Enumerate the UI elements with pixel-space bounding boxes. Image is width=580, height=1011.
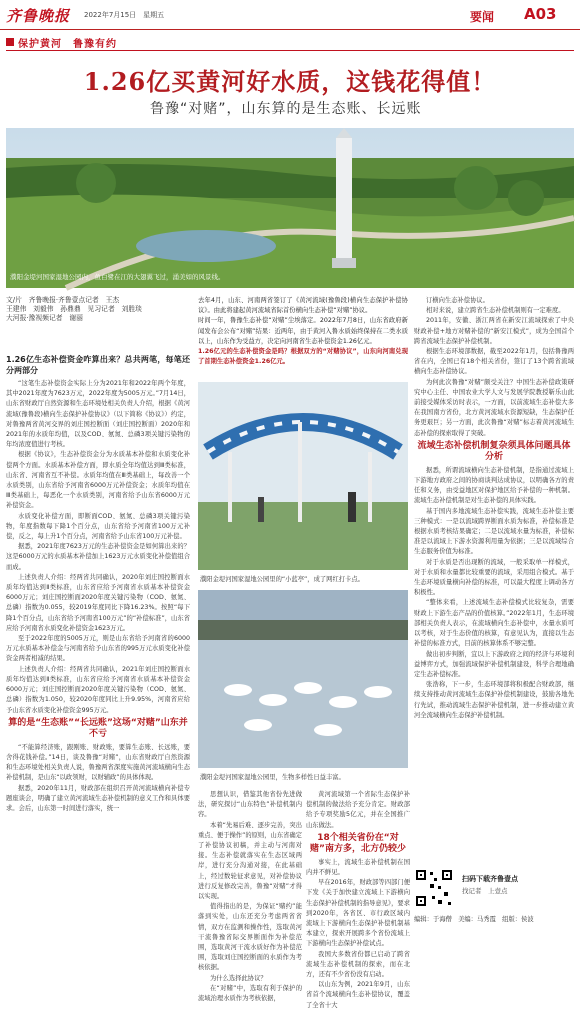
paragraph: 基于国内多地流域生态补偿实践，流域生态补偿主要三种模式：一是以流域跨界断面水质为标准，补偿标准是根据水质考核结果确定；二是以流域水量为标准，补偿标准是以流域上下游水资源利用量为依据；三是以流域综合生态服务价值为标准。 — [414, 507, 574, 556]
pavilion-image — [198, 382, 408, 570]
qr-code-icon[interactable] — [414, 868, 454, 908]
headline: 1.26亿买黄河好水质，这钱花得值！ — [83, 67, 497, 96]
paragraph: 上述负责人介绍：经两省共同确认，2020年刘庄国控断面水质年均值达到Ⅱ类标准，山东省应给予河南省水质基本补偿资金6000万元；刘庄国控断面2020年度关键污染物（COD、氨氮、总磷）指数为0.055，较2019年度同比下降16.23%。按照“每下降1个百分点，山东省给予河南省100万元”的“补偿标准”，山东省应给予河南省水质变化补偿资金1623万元。 — [6, 573, 190, 632]
paragraph: 本着“先易后难、逐步完善，突出重点、便于操作”的原则，山东省确定了补偿协议初稿，并主动与河南对接。生态补偿就落实在生态区域两岸，进行充分沟通对接，在此基础上，经过数轮征求意见，对补偿协议进行反复修改完善，鲁豫“对赌”才得以实现。 — [198, 821, 303, 901]
paragraph: “这笔生态补偿资金实际上分为2021年和2022年两个年度，其中2021年度为7623万元，2022年度为5005万元。”7月14日，山东省财政厅自然资源和生态环境处相关负责人介绍，根据《黄河流域(豫鲁段)横向生态保护补偿协议》（以下简称《协议》）约定，对鲁豫两省黄河交界的刘庄国控断面（刘庄国控断面）2020年和2021年的水质年均值，以及COD、氨氮、总磷3项关键污染物的年均浓度值进行考核。 — [6, 380, 190, 449]
paragraph: 据悉，2020年11月，财政部在组织召开黄河流域横向补偿专题座谈会，明确了建立黄河流域生态补偿机制的意义工作和具体要求。会后，山东第一时间进行落实，统一 — [6, 784, 190, 812]
divider — [6, 50, 574, 51]
qr-title: 扫码下载齐鲁壹点 — [462, 875, 518, 883]
section-heading: 流域生态补偿机制复杂须具体问题具体分析 — [417, 440, 571, 462]
section-name: 要闻 — [470, 10, 495, 24]
article-column-3 — [198, 790, 303, 1003]
article-column-4 — [306, 790, 410, 1009]
subheadline: 鲁豫“对赌”，山东算的是生态账、长远账 — [150, 101, 422, 117]
section-heading: 算的是“生态账”“长远账”这场“对赌”山东并不亏 — [8, 717, 188, 739]
pavilion-caption: 濮阳金堤河国家湿地公园里的“小蓝亭”，成了网红打卡点。 — [200, 576, 364, 583]
paragraph: 订横向生态补偿协议。 — [426, 297, 489, 304]
article-column-1 — [6, 352, 190, 922]
qr-subtitle: 找记者 上壹点 — [462, 887, 508, 895]
paragraph: 据悉，2021年度7623万元的生态补偿资金是如何算出来的？这是6000万元的水质基本补偿加上1623万元水质变化补偿值组合而成。 — [6, 543, 190, 571]
paragraph: 对于水质是否出现断的流域，一般采取单一样模式，对于水质和水量都比较重要的流域，采用组合模式。基于生态环境质量横向补偿的标准，可以最大程度上调动各方积极性。 — [414, 558, 574, 597]
paragraph: 我国大多数省份都已启动了跨省流域生态补偿机制的探索，而在北方，还有不少省份没有启动。 — [306, 950, 410, 979]
paragraph: 上述负责人介绍：经两省共同确认，2021年刘庄国控断面水质年均值达到Ⅱ类标准，山东省应给予河南省水质基本补偿资金6000万元；刘庄国控断面2020年度关键污染物（COD、氨氮、总磷）指数为1.050，较2020年度同比上升9.95%，河南省应给予山东省水质变化补偿资金995万元。 — [6, 665, 190, 714]
article-column-5 — [414, 296, 574, 856]
editor-credits: 编辑：于海僧 美编：马秀霞 组版：侯波 — [414, 916, 534, 923]
paragraph: 做出初步判断，宜以上下游政府之间的经济与环境利益博弈方式，加强流域保护补偿机制建设，科学合理地确定生态补偿标准。 — [414, 650, 574, 678]
paragraph: 至于2022年度的5005万元，则是山东省给予河南省的6000万元水质基本补偿金与河南省给予山东省的995万元水质变化补偿资金两者相减的结果。 — [6, 635, 190, 663]
paragraph: 根据《协议》，生态补偿资金分为水质基本补偿和水质变化补偿两个方面。水质基本补偿方面，即水质全年均值达到Ⅲ类标准，山东省、河南省互不补偿。水质年均值在Ⅲ类基础上，每改善一个水质类别，山东省给予河南省6000万元补偿资金；水质年均值在Ⅲ类基础上，每恶化一个水质类别，河南省给予山东省6000万元补偿资金。 — [6, 451, 190, 510]
paragraph: 以山东为例，2021年9月，山东省首个流域横向生态补偿协议，覆盖了全省十大 — [306, 981, 410, 1009]
paragraph: 事实上，流域生态补偿机制在国内并不鲜见。 — [306, 858, 410, 877]
paragraph: 2011年，安徽、浙江两省在新安江流域探索了中央财政补偿+地方对赌补偿的“新安江模式”，成为全国首个跨省流域生态保护补偿机制。 — [414, 317, 574, 345]
paragraph: 早在2016年，财政部等四部门便下发《关于加快建立流域上下游横向生态保护补偿机制的指导意见》，要求到2020年，各省区、市行政区域内流域上下游横向生态保护补偿机制基本建立，探索开展跨多个省份流域上下游横向生态保护补偿试点。 — [306, 879, 410, 948]
column-marker-icon — [6, 38, 14, 46]
wetland-landscape-image — [6, 128, 574, 288]
pavilion-photo — [198, 382, 408, 570]
swans-caption: 濮阳金堤河国家湿地公园里，生物多样性日益丰富。 — [200, 774, 345, 781]
intro-rest: 时间一年，鲁豫生态补偿“对赌”尘埃落定。2022年7月8日，山东省政府新闻发布会公布“对赌”结果：近两年，由于黄河入鲁水质始终保持在二类水质以上，山东作为受益方，决定向河南省生态补偿资金1.26亿元。 — [198, 317, 408, 345]
swans-image — [198, 590, 408, 768]
hero-photo — [6, 128, 574, 288]
page-number: A03 — [524, 5, 557, 23]
swans-photo — [198, 590, 408, 768]
intro-highlight: 1.26亿元的生态补偿资金是吗？根据双方的“对赌协议”，山东向河南兑现了首期生态补偿资金1.26亿元。 — [198, 348, 408, 366]
byline: 文/片 齐鲁晚报·齐鲁壹点记者 王杰 — [6, 296, 120, 304]
paragraph: 根据生态环境部数据，截至2022年1月，包括鲁豫两省在内，全国已有18个相关省份，签订了13个跨省流域横向生态补偿协议。 — [414, 348, 574, 376]
newspaper-logo: 齐鲁晚报 — [6, 7, 71, 25]
paragraph: 黄河流域第一个省际生态保护补偿机制的做法给予充分肯定。财政部给予专项奖励5亿元，并在全国推广山东做法。 — [306, 791, 410, 829]
paragraph: 据悉，所谓流域横向生态补偿机制，是指通过流域上下游地方政府之间的协商谈判达成协议，以明确各方的责任和义务，由受益地区对保护地区给予补偿的一种机制。流域生态补偿机制是对生态补偿的具体实践。 — [414, 466, 574, 505]
paragraph: “不能算经济账，跟刚账、财政账，要算生态账、长远账，要舍得花钱补偿。”14日，谈及鲁豫“对赌”，山东省财政厅自然资源和生态环境处相关负责人说，鲁豫两省深度实施黄河流域横向生态补偿机制，是山东“以政领财，以财辅政”的具体体现。 — [6, 743, 190, 782]
hero-caption: 濮阳金堤河国家湿地公园内，鱼白鹭在江的大翅翼飞过，涌美如的风景线。 — [10, 273, 225, 281]
paragraph: 水质变化补偿方面，即断面COD、氨氮、总磷3项关键污染物，年度指数每下降1个百分点，山东省给予河南省100万元补偿，反之，每上升1个百分点，河南省给予山东省100万元补偿。 — [6, 512, 190, 541]
paragraph: “整体来看，上述流域生态补偿模式比较复杂，需要财政上下游生态产品的价值核算。”2022年1月，生态环境部相关负责人表示，在流域横向生态补偿中，水量水质可以考核，对于生态价值的核算，有意见认为，直接以生态补偿的标准方式，目前的核算体系不够完整。 — [414, 599, 574, 648]
paragraph: 思想认识，借鉴其他省份先进做法，研究探讨“山东特色”补偿机制内容。 — [198, 791, 302, 819]
paragraph: 为什么选择此协议？ — [210, 974, 267, 982]
byline: 大河报·豫视频记者 谢丽 — [6, 314, 83, 322]
byline: 王建伟 刘毅伟 孙鼎鼎 见习记者 刘胜琰 — [6, 305, 142, 313]
article-intro — [198, 296, 408, 367]
section-heading: 1.26亿生态补偿资金咋算出来？总共两笔，每笔还分两部分 — [6, 355, 190, 375]
paragraph: 在“对赌”中，选取有利于保护的流域治理水质作为考核依据， — [198, 984, 302, 1003]
issue-date: 2022年7月15日 星期五 — [84, 11, 165, 19]
column-tag: 保护黄河 鲁豫有约 — [18, 39, 117, 50]
paragraph: 相对来说，建立跨省生态补偿机制则有一定难度。 — [426, 307, 565, 315]
paragraph: 为何此次鲁豫“对赌”颇受关注？中国生态补偿政策研究中心主任、中国农业大学人文与发展学院教授靳乐山此前接受媒体采访时表示，一方面，以前流域生态补偿大多在我国南方省份，北方黄河流域水资源短缺，生态保护任务更艰巨；另一方面，此次鲁豫“对赌”标志着黄河流域生态补偿的探索取得了突破。 — [414, 378, 574, 437]
masthead — [0, 0, 580, 30]
bylines — [6, 296, 192, 323]
intro-lead: 去年4月，山东、河南两省签订了《黄河流域(豫鲁段)横向生态保护补偿协议》。由此将建起黄河流域省际首份横向生态补偿“对赌”协议。 — [198, 297, 408, 315]
paragraph: 张浩称，下一步，生态环境部将积极配合财政部，继续支持推动黄河流域生态保护补偿机制建设，鼓励各地先行先试，推动流域生态保护补偿机制，进一步推动建立黄河全流域横向生态保护补偿机制。 — [414, 681, 574, 719]
section-heading: 18个相关省份在“对赌”南方多，北方仍较少 — [310, 832, 406, 854]
paragraph: 值得指出的是，为保证“赌约”能落到实处，山东还充分考虑两省省情，双方在监测和操作性，选取黄河干流鲁豫省际交界断面作为补偿范围，选取黄河干流水质好作为补偿范围，选取刘庄国控断面的水质作为考核依据。 — [198, 903, 302, 972]
